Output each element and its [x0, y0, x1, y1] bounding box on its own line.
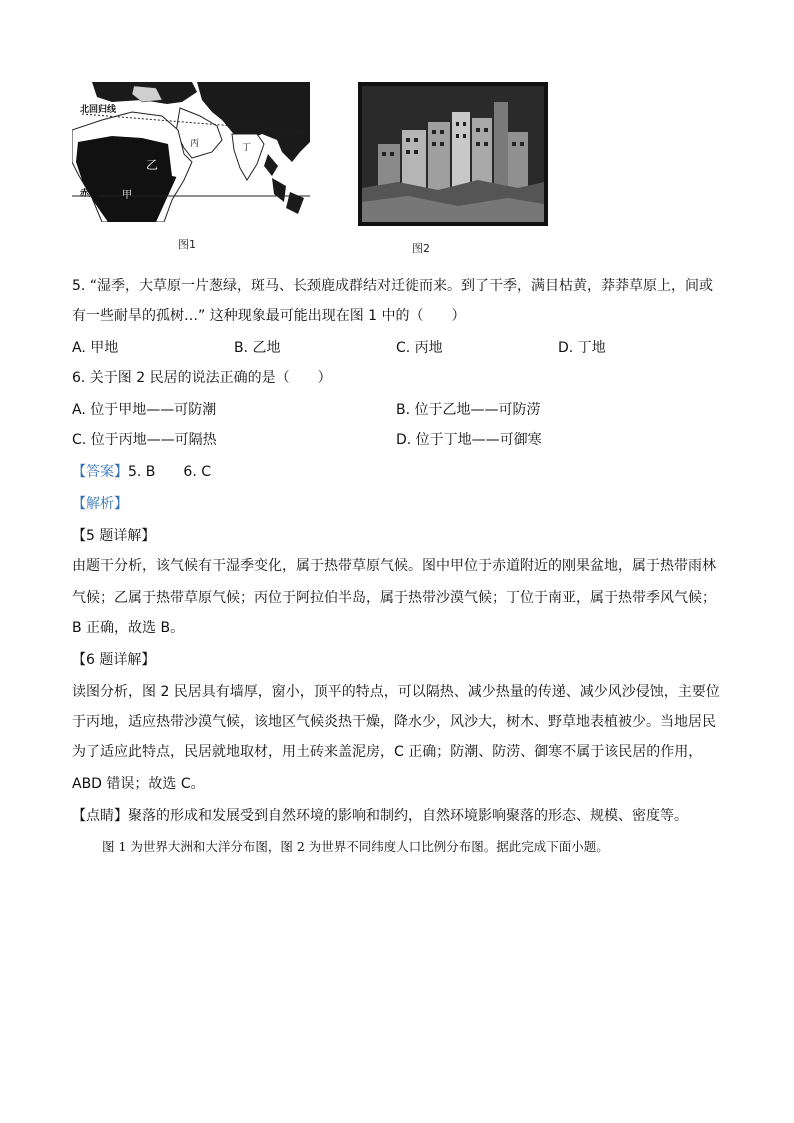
detail-5-line-1: 由题干分析，该气候有干湿季变化，属于热带草原气候。图中甲位于赤道附近的刚果盆地，属于热带雨林 [72, 558, 716, 574]
question-6-option-c: C. 位于丙地——可隔热 [72, 432, 217, 448]
question-5-option-b: B. 乙地 [234, 340, 281, 356]
detail-5-line-2: 气候；乙属于热带草原气候；丙位于阿拉伯半岛，属于热带沙漠气候；丁位于南亚，属于热带季风气候； [72, 590, 716, 606]
question-6-option-b: B. 位于乙地——可防涝 [396, 402, 541, 418]
figure-2-caption: 图2 [412, 242, 430, 255]
question-5-option-c: C. 丙地 [396, 340, 443, 356]
detail-6-title: 【6 题详解】 [72, 652, 156, 668]
question-5-line-1: 5. “湿季，大草原一片葱绿，斑马、长颈鹿成群结对迁徙而来。到了干季，满目枯黄，莽莽草原上，间或 [72, 278, 714, 294]
map-label-yi: 乙 [146, 158, 159, 172]
point-text: 聚落的形成和发展受到自然环境的影响和制约，自然环境影响聚落的形态、规模、密度等。 [128, 808, 688, 824]
figure-1-map [72, 82, 310, 222]
question-5-option-a: A. 甲地 [72, 340, 119, 356]
detail-6-line-2: 于丙地，适应热带沙漠气候，该地区气候炎热干燥，降水少，风沙大，树木、野草地表植被少。当地居民 [72, 714, 716, 730]
map-label-ding: 丁 [242, 143, 252, 153]
map-label-jia: 甲 [122, 186, 132, 201]
map-label-bing: 丙 [190, 139, 200, 149]
point-row [72, 806, 688, 826]
figure-1-caption: 图1 [178, 238, 196, 251]
detail-6-line-1: 读图分析，图 2 民居具有墙厚，窗小，顶平的特点，可以隔热、减少热量的传递、减少风沙侵蚀，主要位 [72, 684, 720, 700]
detail-6-line-4: ABD 错误；故选 C。 [72, 776, 205, 792]
analysis-label: 【解析】 [72, 496, 128, 512]
question-6-stem: 6. 关于图 2 民居的说法正确的是（ ） [72, 370, 332, 386]
answer-row [72, 462, 211, 482]
question-5-option-d: D. 丁地 [558, 340, 606, 356]
equator-label: 赤道 [80, 189, 99, 199]
tropic-label: 北回归线 [80, 105, 117, 115]
detail-6-line-3: 为了适应此特点，民居就地取材，用土砖来盖泥房，C 正确；防潮、防涝、御寒不属于该民居的作用， [72, 744, 703, 760]
point-label: 【点睛】 [72, 808, 128, 824]
answer-text: 5. B 6. C [128, 464, 211, 480]
photo-image [358, 82, 548, 226]
next-question-intro: 图 1 为世界大洲和大洋分布图，图 2 为世界不同纬度人口比例分布图。据此完成下面小题。 [102, 839, 609, 854]
answer-label: 【答案】 [72, 464, 128, 480]
question-6-option-a: A. 位于甲地——可防潮 [72, 402, 217, 418]
question-5-line-2: 有一些耐旱的孤树…” 这种现象最可能出现在图 1 中的（ ） [72, 308, 466, 324]
question-6-option-d: D. 位于丁地——可御寒 [396, 432, 542, 448]
figure-2-photo [358, 82, 548, 226]
detail-5-line-3: B 正确，故选 B。 [72, 620, 185, 636]
detail-5-title: 【5 题详解】 [72, 528, 156, 544]
